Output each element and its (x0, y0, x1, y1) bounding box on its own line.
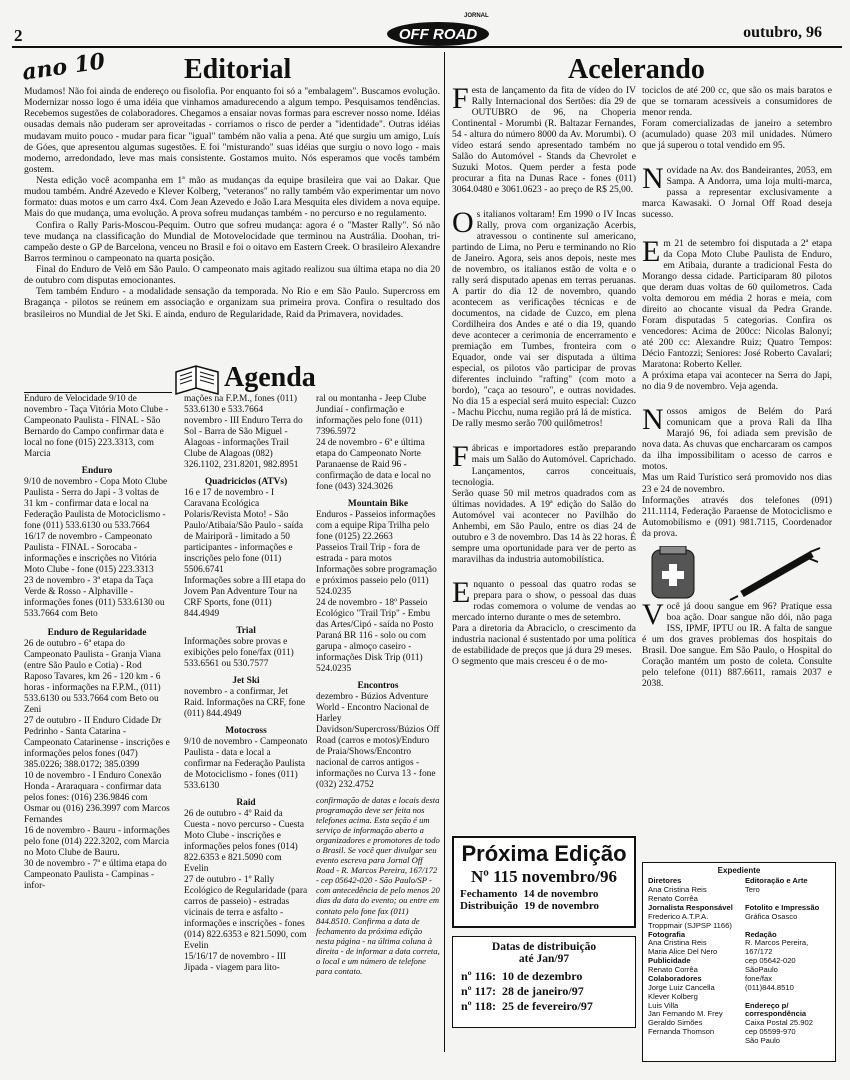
issue-date: 10 de dezembro (501, 969, 583, 983)
svg-text:OFF ROAD: OFF ROAD (398, 26, 478, 43)
agenda-text: Informações sobre provas e exibições pelo fone/fax (011) 533.6561 ou 530.7577 (184, 637, 294, 669)
editorial-paragraph: Confira o Rally Paris-Moscou-Pequim. Outro que sofreu mudança: agora é o "Master Rally". Só não teve mudança na classificação do Mundial de Motovelocidade que terminou na Austrália. Doohan, tri-campeão deste o GP de Barcelona, venceu no Brasil e foi o oitavo em Eastern Creek. O brasileiro Alexandre Barros terminou o campeonato na quarta posição. (24, 219, 440, 264)
offroad-logo (386, 13, 496, 47)
expediente-title: Expediente (717, 866, 761, 875)
proxima-title: Próxima Edição (461, 841, 627, 866)
fechamento-row: Fechamento 14 de novembro (460, 888, 599, 901)
news-item: Mas um Raid Turístico será promovido nos dias 23 e 24 de novembro. (642, 473, 832, 495)
acelerando-title: Acelerando (568, 54, 705, 85)
page-number: 2 (14, 26, 23, 45)
agenda-text: 16 e 17 de novembro - I Caravana Ecológica Polaris/Revista Moto! - São Paulo/Atibaia/São Paulo - saída de Mairiporã - limitado a 50 participantes - informações e inscrições pelo fone (011) 5506.6741 Informações sobre a III etapa do Jovem Pan Adventure Tour na CRF Sports, fone (011) 844.4949 (184, 488, 306, 619)
dropcap-f: F (452, 86, 469, 115)
agenda-text: Enduro de Velocidade 9/10 de novembro - Taça Vitória Moto Clube - Campeonato Paulista - FINAL - São Bernardo do Campo confirmar data e local no fone (015) 223.3313, com Marcia (24, 394, 169, 459)
agenda-text: 26 de outubro - 6ª etapa do Campeonato Paulista - Granja Viana (entre São Paulo e Cotia) - Rod Raposo Tavares, km 26 - 120 km - 6 horas - informações na F.P.M., (011) 533.6130 ou 533.7664 com Beto ou Zeni 27 de outubro - II Enduro Cidade Dr Pedrinho - Santa Catarina - Campeonato Catarinense - inscrições e informações pelos fones (047) 385.0226; 388.0172; 385.0399 10 de novembro - I Enduro Conexão Honda - Araraquara - confirmar data pelos fones: (016) 236.9846 com Osmar ou (016) 236.3997 com Marcos Fernandes 16 de novembro - Bauru - informações pelo fone (014) 222.3202, com Marcia no Moto Clube de Bauru. 30 de novembro - 7ª e última etapa do Campeonato Paulista - Campinas - infor- (24, 639, 170, 891)
agenda-text: ral ou montanha - Jeep Clube Jundiaí - confirmação e informações pelo fone (011) 7396.5972 24 de novembro - 6ª e última etapa do Campeonato Norte Paranaense de Raid 96 - confirmação de data e local no fone (043) 324.3026 (316, 394, 431, 492)
dropcap-v: V (642, 597, 664, 631)
date-row (461, 984, 627, 999)
agenda-subhead: Trial (236, 626, 256, 636)
editorial-body (24, 86, 440, 320)
editorial-paragraph: Mudamos! Não foi ainda de endereço ou fisolofia. Por enquanto foi só a "embalagem". Buscamos evolução. Modernizar nosso logo é uma idéia que vinhamos amadurecendo a algum tempo. Pesquisamos tendências. Recebemos sugestões de colaboradores. Chegamos a ensaiar novas formas para escrever nosso nome. Idéias ousadas demais não puderam ser aproveitadas - corriamos o risco de perder a "identidade". Outras idéias mudavam muito pouco - mudar para ficar "igual" também não valia a pena. Até que surgiu um amigo, Luís de Góes, que apresentou algumas sugestões. E foi "misturando" suas idéias que surgiu o novo logo - mais moderno, arredondado, leve mas mais consistente. Gostamos muito. Nós esperamos que vocês também gostem. (24, 86, 440, 175)
issue-date: 28 de janeiro/97 (501, 984, 584, 998)
news-item: nquanto o pessoal das quatro rodas se prepara para o show, o pessoal das duas rodas comemora o volume de vendas ao mercado interno durante o mes de setembro. (452, 579, 636, 623)
news-item: Para a diretoria da Abraciclo, o crescimento da industria nacional é sustentado por uma política de estabilidade de preços que já dura 29 meses. (452, 623, 636, 656)
news-item: esta de lançamento da fita de vídeo do IV Rally Internacional dos Sertões: dia 29 de OUTUBRO de 96, na Choperia Continental - Morumbi (R. Baltazar Fernandes, 54 - altura do número 8000 da Av. Morumbi). O vídeo estará sendo apresentado também no Salão do Automóvel - Stands da Chevrolet e Suzuki Motos. Quem perder a festa pode procurar a fita na Dunas Race - fones (011) 3064.0480 e 3061.0623 - ao preço de R$ 25,00. (452, 86, 636, 196)
datas-distribuicao-box (452, 936, 636, 1028)
news-item: ocê já doou sangue em 96? Pratique essa boa ação. Doar sangue não dói, não paga ISS, IPMF, IPTU ou IR. A falta de sangue é um dos graves problemas dos hospitais do Brasil. Doe sangue. Em São Paulo, o Hospital do Coração mantém um posto de coleta. Consulte pelo telefone (011) 887.6611, ramais 2037 e 2038. (642, 601, 832, 689)
issue-number: nº 117: (461, 984, 496, 998)
distribuicao-row: Distribuição 19 de novembro (460, 900, 600, 913)
news-item: De rally mesmo serão 700 quilômetros! (452, 419, 603, 430)
agenda-text: dezembro - Búzios Adventure World - Encontro Nacional de Harley Davidson/Supercross/Búzios Off Road (carros e motos)/Enduro de Praia/Shows/Encontro nacional de carros antigos - informações no Curva 13 - fone (032) 232.4752 (316, 692, 440, 790)
news-item: s italianos voltaram! Em 1990 o IV Incas Rally, prova com organização Acerbis, atravessou o continente sul americano, partindo de Lima, no Peru e terminando no Rio de Janeiro. Agora, seis anos depois, neste mes de novembro, os italianos estão de volta e o rally será disputado apenas em terras peruanas. A partir do dia 12 de novembro, quando acontecem as verificações técnicas e de documentos, na cidade de Cuzco, em plena Cordilheira dos Andes e até o dia 19, quando deve acontecer a cerimonia de encerramento e premiação em Tumbes, fronteira com o Equador, onde vai ser disputada a última especial, os pilotos vão participar de provas diferentes incluindo "rafting" (com moto a bordo), "caça ao tesouro", e outras novidades. No dia 15 a especial será muito especial: Cuzco - Machu Picchu, numa região prá lá de mística. (452, 210, 636, 419)
agenda-subhead: Quadriciclos (ATVs) (204, 477, 288, 487)
editorial-paragraph: Nesta edição você acompanha em 1ª mão as mudanças da equipe brasileira que vai ao Dakar. Que mudou também. André Azevedo e Klever Kolberg, "veteranos" no rally também vão experimentar um novo formato: duas motos e um carro 4x4. Com Jean Azevedo e João Lara Mesquita eles dividem a nova equipe. Mais do que mudança, uma evolução. A prova sofreu mudanças também - no percurso e no regulamento. (24, 175, 440, 220)
issue-number: nº 116: (461, 969, 496, 983)
expediente-left: Diretores Ana Cristina Reis Renato Corrêa Jornalista Responsável Frederico A.T.P.A. Troppmair (SJPSP 1166) Fotografia Ana Cristina Reis Maria Alice Del Nero Publicidade Renato Corrêa Colaboradores Jorge Luiz Cancella Klever Kolberg Luis Villa Jan Fernando M. Frey Geraldo Simões Fernanda Thomson (648, 876, 733, 1037)
agenda-rule (24, 392, 172, 393)
news-item: ovidade na Av. dos Bandeirantes, 2053, em Sampa. A Andorra, uma loja multi-marca, passa a representar exclusivamente a marca Kawasaki. O Jornal Off Road deseja sucesso. (642, 166, 832, 221)
dropcap-o: O (452, 206, 474, 240)
editorial-paragraph: Tem também Enduro - a modalidade sensação da temporada. No Rio e em São Paulo. Supercross em Bragança - pilotos se reúnem em associação e organizam sua primeira prova. Confira o resultado dos brasileiros no Mundial de Jet Ski. E ainda, enduro de Regularidade, Raid da Primavera, novidades. (24, 286, 440, 320)
agenda-column-1 (24, 394, 170, 1054)
dropcap-f2: F (452, 440, 469, 474)
datas-title: Datas de distribuição (491, 941, 597, 953)
news-item: Serão quase 50 mil metros quadrados com as últimas novidades. A 19ª edição do Salão do Automóvel vai acontecer no Pavilhão do Anhembi, em São Paulo, entre os dias 24 de outubro e 3 de novembro. Das 14 às 22 horas. É sempre uma oportunidade para ver de perto as maravilhas da industria automobilística. (452, 488, 636, 565)
proxima-edicao-box (452, 836, 636, 928)
blood-donation-illustration (642, 546, 832, 602)
issue-date: 25 de fevereiro/97 (501, 999, 593, 1013)
date-row (461, 999, 627, 1014)
dropcap-e: E (452, 575, 471, 609)
agenda-subhead: Mountain Bike (347, 499, 409, 509)
acelerando-column-2 (642, 86, 832, 856)
news-item: tociclos de até 200 cc, que são os mais baratos e que se tornaram acessíveis a consumidores de menor renda. (642, 86, 832, 119)
news-item: m 21 de setembro foi disputada a 2ª etapa da Copa Moto Clube Paulista de Enduro, em Atibaia, durante a tradicional Festa do Morango dessa cidade. Participaram 80 pilotos que deram duas voltas de 60 quilometros. Cada volta demorou em média 2 horas e meia, com direito ao chocante visual da Pedra Grande. Foram disputadas 5 categorias. Confira os vencedores: Acima de 200cc: Nicolas Balonyi; até 200 cc: Alexandre Ruiz; Quatro Tempos: Décio Fantozzi; Seniores: José Roberto Cavalari; Maratona: Roberto Keller. (642, 239, 832, 371)
agenda-text: mações na F.P.M., fones (011) 533.6130 e 533.7664 novembro - III Enduro Terra do Sol - Barra de São Miguel - Alagoas - informações Trail Clube de Alagoas (082) 326.1102, 231.8201, 982.8951 (184, 394, 303, 470)
agenda-subhead: Motocross (225, 726, 267, 736)
agenda-column-2 (184, 394, 308, 1054)
agenda-text: novembro - a confirmar, Jet Raid. Informações na CRF, fone (011) 844.4949 (184, 687, 306, 719)
dates-list (461, 969, 627, 1014)
news-item: Informações através dos telefones (091) 211.1114, Federação Paraense de Motociclismo e Automobilismo e (091) 981.7115, Coordenador da prova. (642, 495, 832, 539)
header-date: outubro, 96 (743, 24, 822, 41)
logo-small-text: JORNAL (464, 13, 489, 19)
news-item: ábricas e importadores estão preparando mais um Salão do Automóvel. Caprichado. Lançamentos, carros conceituais, tecnologia. (452, 444, 636, 488)
news-item: Foram comercializadas de janeiro a setembro (acumulado) quase 203 mil unidades. Número que já superou o total vendido em 95. (642, 119, 832, 152)
dropcap-e2: E (642, 235, 661, 269)
book-icon (174, 362, 220, 398)
agenda-text: 9/10 de novembro - Copa Moto Clube Paulista - Serra do Japi - 3 voltas de 31 km - confirmar data e local na Federação Paulista de Motociclismo - fone (011) 533.6130 ou 533.7664 16/17 de novembro - Campeonato Paulista - FINAL - Sorocaba - informações e inscrições no Vitória Moto Clube - fone (015) 223.3313 23 de novembro - 3ª etapa da Taça Verde & Rosso - Alphaville - informações fones (011) 533.6130 ou 533.7664 com Beto (24, 477, 168, 619)
issue-number: nº 118: (461, 999, 496, 1013)
agenda-text: 9/10 de novembro - Campeonato Paulista - data e local a confirmar na Federação Paulista de Motociclismo - fones (011) 533.6130 (184, 737, 308, 791)
news-item: A próxima etapa vai acontecer na Serra do Japi, no dia 9 de novembro. Veja agenda. (642, 371, 832, 393)
date-row (461, 969, 627, 984)
agenda-column-3 (316, 394, 440, 1054)
editorial-paragraph: Final do Enduro de Velô em São Paulo. O campeonato mais agitado realizou sua última etapa no dia 20 de outubro com disputas emocionantes. (24, 264, 440, 287)
agenda-subhead: Jet Ski (232, 676, 260, 686)
ano-10-stamp: ano 10 (20, 48, 107, 86)
proxima-numero: Nº 115 novembro/96 (470, 867, 618, 887)
agenda-subhead: Encontros (357, 681, 399, 691)
agenda-note: confirmação de datas e locais desta programação deve ser feita nos telefones acima. Esta seção é um serviço de informação aberto a organizadores e promotores de todo o Brasil. Se você quer divulgar seu evento escreva para Jornal Off Road - R. Marcos Pereira, 167/172 - cep 05642-020 - São Paulo/SP - com antecedência de pelo menos 20 dias da data do evento; ou entre em contato pelo fone fax (011) 844.8510. Confirma a data de fechamento da próxima edição nesta página - na última coluna à direita - de informar a data correta, o local e um número de telefone para contato. (316, 795, 440, 976)
expediente-box (642, 862, 836, 1062)
expediente-right: Editoração e Arte Tero Fotolito e Impressão Gráfica Osasco Redação R. Marcos Pereira, 167/172 cep 05642-020 SãoPaulo fone/fax (011)844.8510 Endereço p/ correspondência Caixa Postal 25.902 cep 05599-970 São Paulo (744, 876, 820, 1046)
news-item: O segmento que mais cresceu é o de mo- (452, 656, 608, 667)
agenda-title: Agenda (224, 362, 316, 393)
news-item: ossos amigos de Belém do Pará comunicam que a prova Rali da Ilha Marajó 96, foi adiada sem previsão de nova data. As chuvas que encharcaram os campos da ilha impossibilitam o acesso de carros e motos. (642, 407, 832, 473)
agenda-subhead: Enduro (81, 466, 113, 476)
dropcap-n: N (642, 162, 664, 196)
agenda-text: 26 de outubro - 4º Raid da Cuesta - novo percurso - Cuesta Moto Clube - inscrições e informações pelos fones (014) 822.6353 e 821.5090 com Evelin 27 de outubro - 1º Rally Ecológico de Regularidade (para carros de passeio) - estradas vicinais de terra e asfalto - informações e inscrições - fones (014) 822.6353 e 821.5090, com Evelin 15/16/17 de novembro - III Jipada - viagem para lito- (184, 809, 308, 973)
column-divider (444, 52, 445, 1052)
agenda-subhead: Enduro de Regularidade (47, 628, 147, 638)
header-rule (12, 46, 842, 48)
dropcap-n2: N (642, 403, 664, 437)
editorial-title: Editorial (184, 54, 292, 85)
agenda-text: Enduros - Passeios informações com a equipe Ripa Trilha pelo fone (0125) 22.2663 Passeios Trail Trip - fora de estrada - para motos Informações sobre programação e próximos passeio pelo (011) 524.0235 24 de novembro - 18º Passeio Ecológico "Trail Trip" - Embu das Artes/Cipó - saída no Posto Paraná BR 116 - solo ou com garupa - almoço caseiro - informações Disk Trip (011) 524.0235 (316, 510, 437, 674)
agenda-subhead: Raid (236, 798, 256, 808)
datas-sub: até Jan/97 (518, 953, 570, 965)
